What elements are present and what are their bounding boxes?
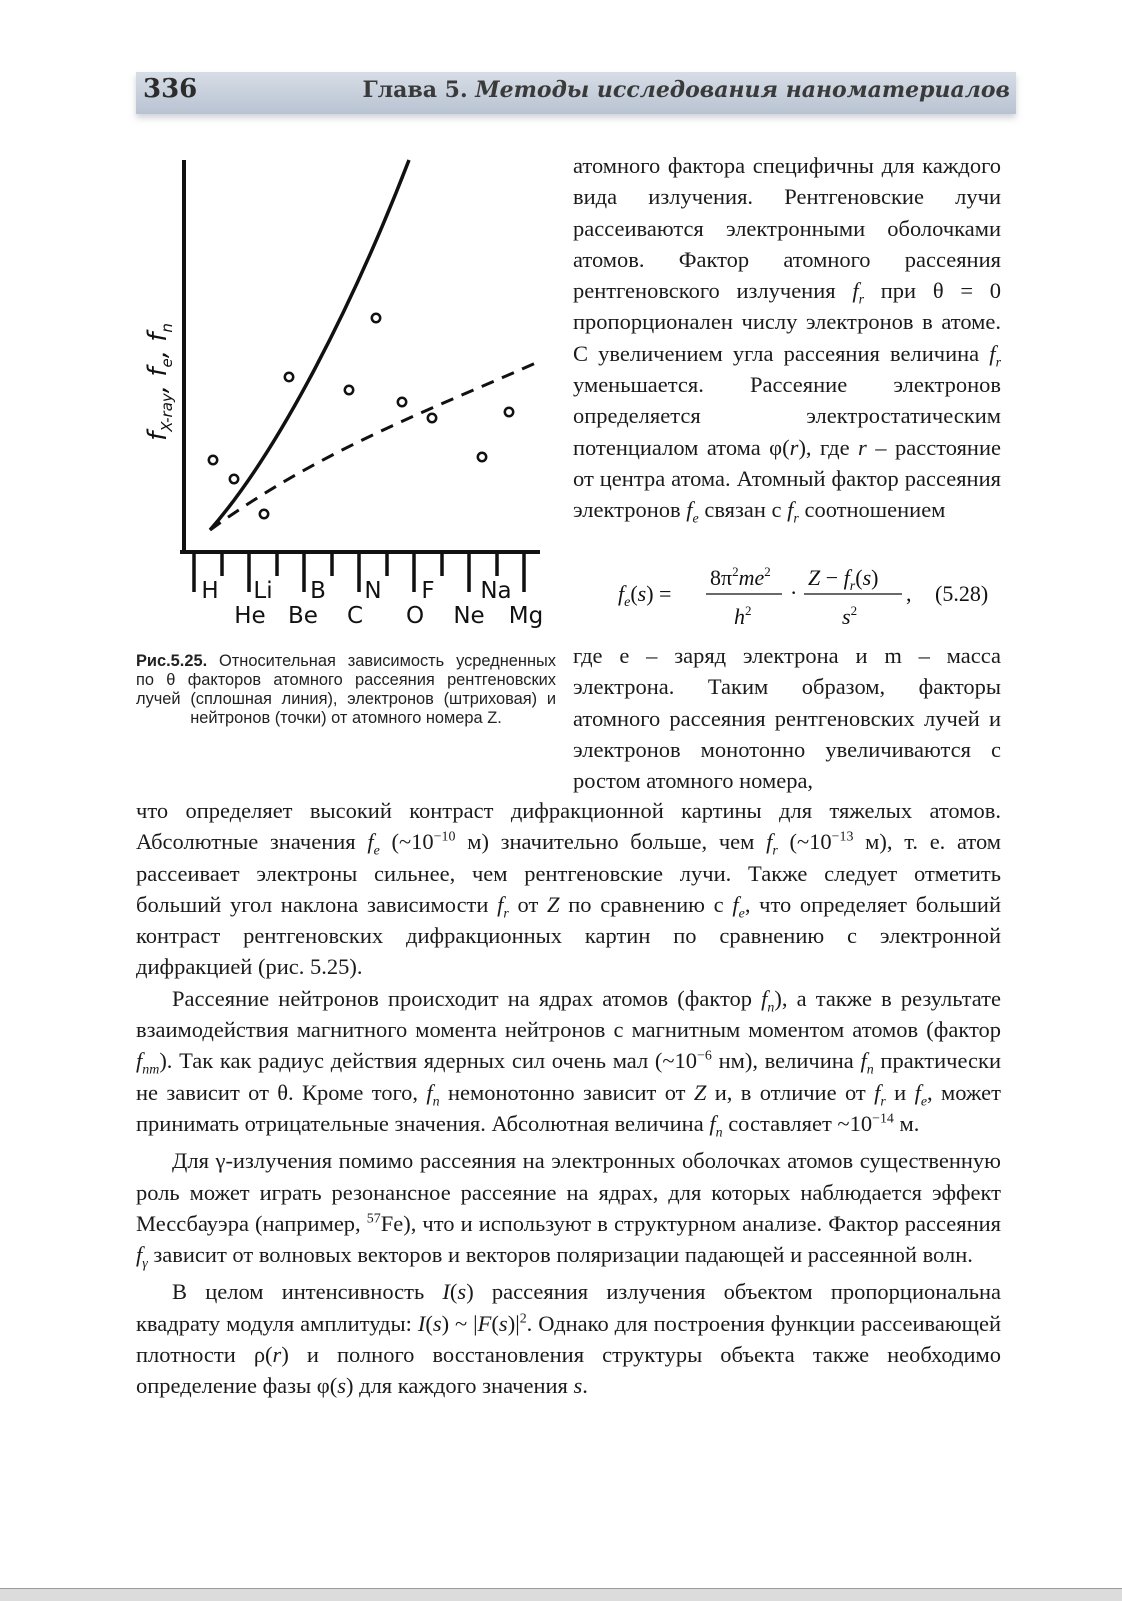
tick-label: N xyxy=(364,578,382,604)
tick-label: Mg xyxy=(508,603,544,629)
paragraph: Рассеяние нейтронов происходит на ядрах атомов (фактор $f_n$), а также в результате взаимодействия магнитного момента нейтронов с магнитным моментом атомов (фактор $f_{nm}$). Так как радиус действия ядерных сил очень мал ($\sim 10^{-6}$ нм), величина $f_n$ практически не зависит от θ. Кроме того, $f_n$ немонотонно зависит от Z и, в отличие от $f_r$ и $f_e$, может принимать отрицательные значения. Абсолютная величина $f_n$ составляет $\sim 10^{-14}$ м. xyxy=(136,985,1002,1141)
neutron-point xyxy=(505,408,513,416)
right-column-text xyxy=(573,150,1001,526)
tick-label: He xyxy=(234,603,266,629)
paragraph: что определяет высокий контраст дифракционной картины для тяжелых атомов. Абсолютные значения $f_e$ ($\sim 10^{-10}$ м) значительно больше, чем $f_r$ ($\sim 10^{-13}$ м), т. е. атом рассеивает электроны сильнее, чем рентгеновские лучи. Также следует отметить больший угол наклона зависимости $f_r$ от Z по сравнению с $f_e$, что определяет больший контраст рентгеновских дифракционных картин по сравнению с электронной дифракцией (рис. 5.25). xyxy=(136,798,1002,980)
y-axis-label xyxy=(143,323,176,441)
tick-label: Be xyxy=(288,603,318,629)
tick-label: Na xyxy=(480,578,512,604)
electron-dashed-curve xyxy=(210,362,538,530)
chapter-title xyxy=(362,77,1010,103)
neutron-point xyxy=(230,475,238,483)
page-number: 336 xyxy=(143,74,198,104)
neutron-points xyxy=(209,314,513,518)
neutron-point xyxy=(478,453,486,461)
tick-label: Li xyxy=(253,578,273,604)
formula-5-28 xyxy=(610,556,1005,636)
paragraph: где e – заряд электрона и m – масса электрона. Таким образом, факторы атомного рассеяния рентгеновских лучей и электронов монотонно увеличиваются с ростом атомного номера, xyxy=(573,643,1001,794)
neutron-point xyxy=(260,510,268,518)
svg-text:Z − fr(s): $Z - f_r(s)$ xyxy=(808,565,879,594)
chapter-title-text: Методы исследования наноматериалов xyxy=(475,77,1010,103)
tick-label: H xyxy=(201,578,219,604)
neutron-point xyxy=(372,314,380,322)
svg-text:h2: $h^2$ xyxy=(734,603,752,629)
svg-text:s2: $s^2$ xyxy=(842,603,858,629)
svg-text:,: , xyxy=(906,581,912,606)
caption-label: Рис.5.25. xyxy=(136,652,208,670)
x-tick-labels xyxy=(201,578,543,629)
caption-text: Относительная зависимость усредненных по θ факторов атомного рассеяния рентгеновских лучей (сплошная линия), электронов (штриховая) и нейтронов (точки) от атомного номера Z. xyxy=(136,652,556,727)
neutron-point xyxy=(285,373,293,381)
figure-caption xyxy=(136,652,556,728)
neutron-point xyxy=(345,386,353,394)
x-axis-ticks xyxy=(194,552,524,592)
paragraph: В целом интенсивность I(s) рассеяния излучения объектом пропорциональна квадрату модуля амплитуды: I(s) ~ $|F(s)|^2$. Однако для построения функции рассеивающей плотности ρ(r) и полного восстановления структуры объекта также необходимо определение фазы φ(s) для каждого значения s. xyxy=(136,1279,1002,1399)
tick-label: F xyxy=(421,578,435,604)
formula-number: (5.28) xyxy=(935,581,989,606)
paragraph: атомного фактора специфичны для каждого вида излучения. Рентгеновские лучи рассеиваются электронными оболочками атомов. Фактор атомного рассеяния рентгеновского излучения $f_r$ при θ = 0 пропорционален числу электронов в атоме. С увеличением угла рассеяния величина $f_r$ уменьшается. Рассеяние электронов определяется электростатическим потенциалом атома φ(r), где r – расстояние от центра атома. Атомный фактор рассеяния электронов $f_e$ связан с $f_r$ соотношением xyxy=(573,153,1001,527)
body-text xyxy=(136,795,1001,1402)
figure-5-25 xyxy=(130,150,560,640)
page-bottom-edge xyxy=(0,1588,1122,1601)
svg-text:fe(s) =: $f_e(s)$ = xyxy=(618,581,672,610)
svg-text:fX-ray, fe, fn: $f_{X-ray}$, $f_e$, $f_n$ xyxy=(143,323,176,441)
neutron-point xyxy=(398,398,406,406)
paragraph: Для γ-излучения помимо рассеяния на электронных оболочках атомов существенную роль может играть резонансное рассеяние на ядрах, для которых наблюдается эффект Мессбауэра (например, $^{57}$Fe), что и используют в структурном анализе. Фактор рассеяния $f_\gamma$ зависит от волновых векторов и векторов поляризации падающей и рассеянной волн. xyxy=(136,1148,1001,1272)
tick-label: Ne xyxy=(453,603,485,629)
right-column-text-2 xyxy=(573,640,1001,796)
tick-label: O xyxy=(405,603,425,629)
chapter-prefix: Глава 5. xyxy=(362,77,468,103)
neutron-point xyxy=(428,414,436,422)
tick-label: C xyxy=(346,603,364,629)
svg-text:8π2me2: $8\pi^2me^2$ xyxy=(710,564,771,590)
neutron-point xyxy=(209,456,217,464)
svg-text:·: · xyxy=(790,580,798,605)
x-ray-solid-curve xyxy=(210,160,409,530)
tick-label: B xyxy=(310,578,326,604)
